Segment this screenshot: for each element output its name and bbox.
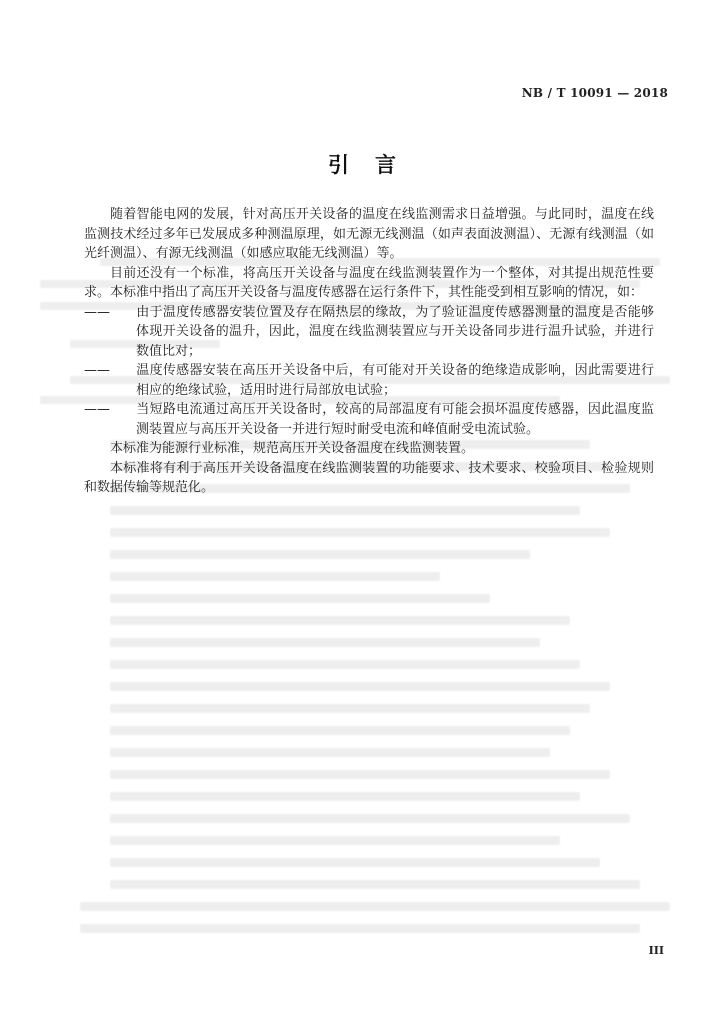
standard-number: NB / T 10091 — 2018	[521, 86, 668, 100]
paragraph-background: 随着智能电网的发展，针对高压开关设备的温度在线监测需求日益增强。与此同时，温度在线监测技术经过多年已发展成多种测温原理，如无源无线测温（如声表面波测温）、无源有线测温（如光纤测温）、有源无线测温（如感应取能无线测温）等。	[84, 207, 654, 261]
paragraph-scope: 本标准为能源行业标准，规范高压开关设备温度在线监测装置。	[110, 441, 475, 456]
list-item-text: 温度传感器安装在高压开关设备中后，有可能对开关设备的绝缘造成影响，因此需要进行相应的绝缘试验，适用时进行局部放电试验；	[136, 363, 654, 398]
list-dash: ——	[84, 304, 110, 320]
list-item-text: 当短路电流通过高压开关设备时，较高的局部温度有可能会损坏温度传感器，因此温度监测装置应与高压开关设备一并进行短时耐受电流和峰值耐受电流试验。	[136, 402, 654, 437]
document-body	[84, 205, 654, 498]
paragraph-purpose: 本标准将有利于高压开关设备温度在线监测装置的功能要求、技术要求、校验项目、检验规则和数据传输等规范化。	[84, 460, 654, 495]
section-heading: 引言	[328, 153, 422, 177]
paragraph-mutual-influence: 目前还没有一个标准，将高压开关设备与温度在线监测装置作为一个整体，对其提出规范性要求。本标准中指出了高压开关设备与温度传感器在运行条件下，其性能受到相互影响的情况，如：	[84, 265, 654, 300]
list-dash: ——	[84, 363, 110, 378]
list-item	[84, 400, 654, 439]
list-item	[84, 361, 654, 400]
list-item-text: 由于温度传感器安装位置及存在隔热层的缘故，为了验证温度传感器测量的温度是否能够体现开关设备的温升，因此，温度在线监测装置应与开关设备同步进行温升试验，并进行数值比对；	[136, 304, 654, 359]
page-number: III	[648, 944, 664, 957]
list-dash: ——	[84, 402, 110, 417]
list-item	[84, 303, 654, 362]
